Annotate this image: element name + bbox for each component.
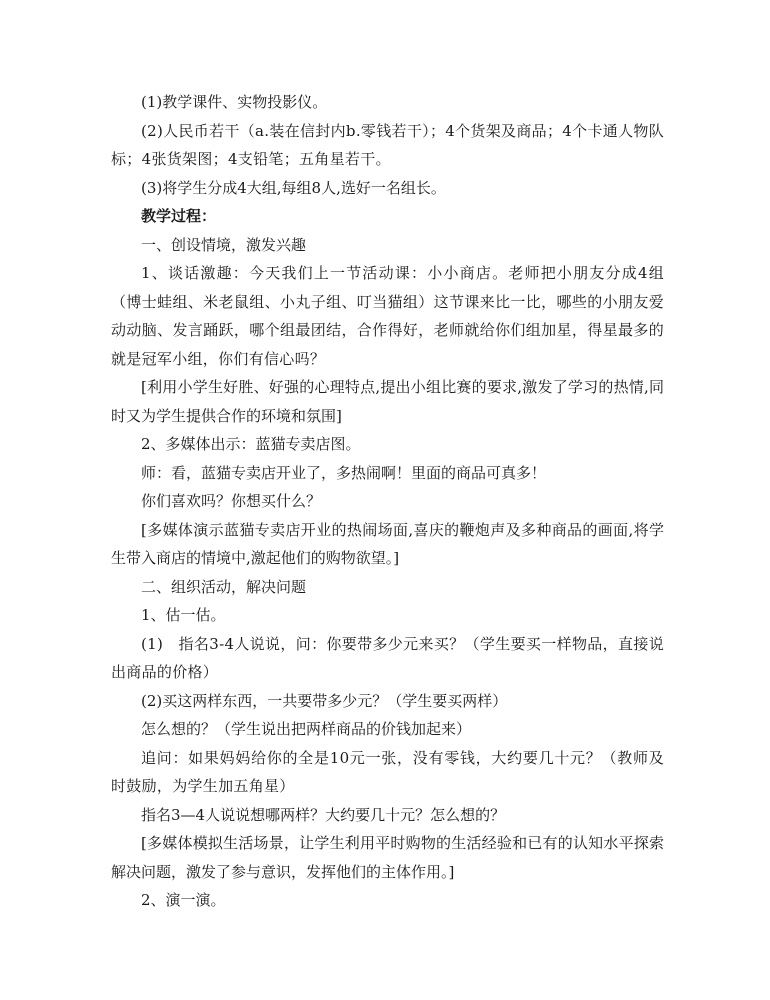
- paragraph-follow-up: 追问：如果妈妈给你的全是10元一张，没有零钱，大约要几十元？（教师及时鼓励，为学生加五角星）: [111, 748, 664, 795]
- paragraph-multimedia: 2、多媒体出示：蓝猫专卖店图。: [141, 435, 361, 453]
- note-1: [利用小学生好胜、好强的心理特点,提出小组比赛的要求,激发了学习的热情,同时又为学生提供合作的环境和氛围]: [111, 378, 664, 425]
- note-2: [多媒体演示蓝猫专卖店开业的热闹场面,喜庆的鞭炮声及多种商品的画面,将学生带入商店的情境中,激起他们的购物欲望。]: [111, 520, 664, 567]
- section-heading-2: 二、组织活动，解决问题: [141, 577, 307, 596]
- paragraph-how: 怎么想的？（学生说出把两样商品的价钱加起来）: [141, 720, 472, 738]
- paragraph-estimate-2: (2)买这两样东西，一共要带多少元？（学生要买两样）: [141, 691, 508, 710]
- section-heading-1: 一、创设情境，激发兴趣: [141, 235, 307, 254]
- paragraph-estimate-1: (1) 指名3-4人说说，问：你要带多少元来买？（学生要买一样物品，直接说出商品的价格）: [111, 634, 664, 681]
- paragraph-talk: 1、谈话激趣：今天我们上一节活动课：小小商店。老师把小朋友分成4组（博士蛙组、米老鼠组、小丸子组、叮当猫组）这节课来比一比，哪些的小朋友爱动动脑、发言踊跃，哪个组最团结，合作得好，老师就给你们组加星，得星最多的就是冠军小组，你们有信心吗？: [111, 264, 664, 368]
- materials-item-3: (3)将学生分成4大组,每组8人,选好一名组长。: [141, 178, 446, 197]
- paragraph-question: 你们喜欢吗？你想买什么？: [141, 492, 322, 510]
- paragraph-call-names: 指名3—4人说说想哪两样？大约要几十元？怎么想的？: [141, 805, 506, 824]
- materials-item-1: (1)教学课件、实物投影仪。: [141, 93, 328, 111]
- materials-item-2: (2)人民币若干（a.装在信封内b.零钱若干）；4个货架及商品；4个卡通人物队标；4张货架图；4支铅笔；五角星若干。: [111, 121, 664, 168]
- paragraph-act: 2、演一演。: [141, 891, 226, 909]
- note-3: [多媒体模拟生活场景，让学生利用平时购物的生活经验和已有的认知水平探索解决问题，激发了参与意识，发挥他们的主体作用。]: [111, 834, 664, 881]
- paragraph-teacher: 师：看，蓝猫专卖店开业了，多热闹啊！里面的商品可真多！: [141, 463, 547, 482]
- paragraph-estimate: 1、估一估。: [141, 606, 226, 624]
- section-heading-teaching-process: 教学过程：: [141, 207, 217, 225]
- document-page: [111, 88, 664, 915]
